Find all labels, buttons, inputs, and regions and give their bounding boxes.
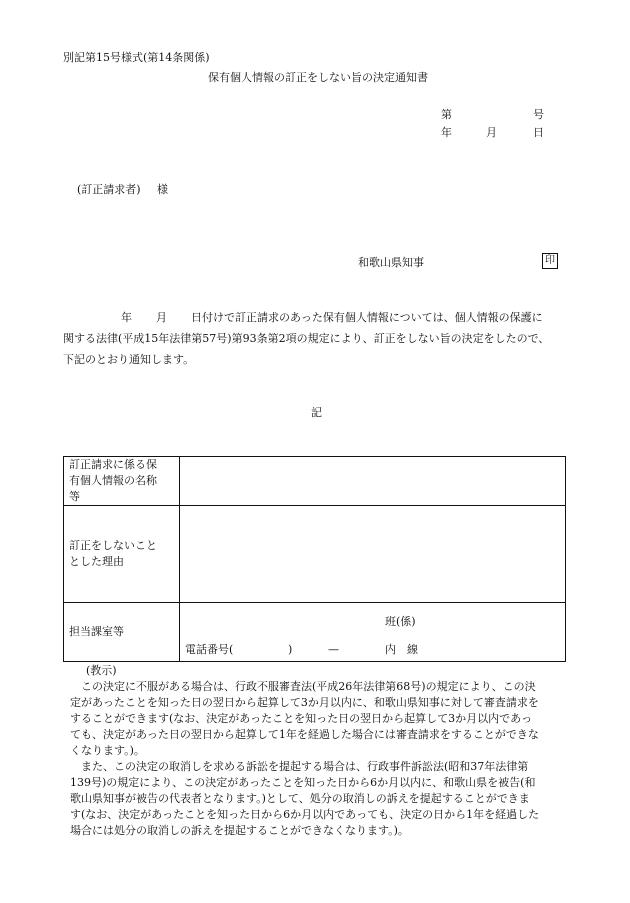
label-line: 訂正をしないこと — [69, 539, 157, 552]
table-label-cell — [64, 603, 180, 662]
contact-tel-label: 電話番号( — [185, 643, 234, 656]
body-line — [63, 307, 573, 328]
document-number-prefix: 第 — [441, 108, 452, 121]
label-line: 訂正請求に係る保 — [69, 458, 157, 471]
recipient-label: (訂正請求者) — [77, 183, 141, 196]
notice-line: ても、決定があった日の翌日から起算して1年を経過した場合には審査請求をすることができな — [70, 728, 539, 741]
table-row — [64, 506, 566, 603]
contact-cell[interactable] — [180, 603, 566, 662]
label-line: 有個人情報の名称 — [69, 474, 157, 487]
table-row — [64, 457, 566, 506]
contact-extension-label: 内 線 — [385, 643, 418, 656]
notice-line: 歌山県知事が被告の代表者となります。)として、処分の取消しの訴えを提起することができま — [70, 792, 530, 805]
label-line: とした理由 — [69, 555, 124, 568]
document-title: 保有個人情報の訂正をしない旨の決定通知書 — [208, 71, 428, 84]
notice-line: することができます(なお、決定があったことを知った日の翌日から起算して3か月以内であっ — [70, 712, 533, 725]
notice-line: また、この決定の取消しを求める訴訟を提起する場合は、行政事件訴訟法(昭和37年法律第 — [70, 760, 529, 773]
table-label-cell — [64, 457, 180, 506]
form-number: 別記第15号様式(第14条関係) — [63, 51, 210, 64]
notice-line: す(なお、決定があったことを知った日から6か月以内であっても、決定の日から1年を経過した — [70, 808, 540, 821]
issuer-name: 和歌山県知事 — [358, 256, 424, 269]
contact-dash: — — [328, 643, 339, 656]
date-day-label: 日 — [533, 126, 544, 139]
body-year-unit: 年 — [121, 311, 132, 324]
seal-mark: 印 — [542, 253, 558, 269]
body-paragraph — [63, 307, 573, 370]
document-number-suffix: 号 — [533, 108, 544, 121]
body-line: 下記のとおり通知します。 — [63, 353, 195, 366]
notice-line: この決定に不服がある場合は、行政不服審査法(平成26年法律第68号)の規定により、この決 — [70, 680, 536, 693]
contact-paren-close: ) — [288, 643, 293, 656]
date-month-label: 月 — [486, 126, 497, 139]
label-line: 等 — [69, 490, 80, 503]
notice-line: 139号)の規定により、この決定があったことを知った日から6か月以内に、和歌山県を被告(和 — [70, 776, 536, 789]
ki-heading: 記 — [311, 406, 322, 419]
info-table — [63, 456, 566, 662]
contact-han-label: 班(係) — [385, 615, 416, 628]
notice-line: 場合には処分の取消しの訴えを提起することができなくなります。)。 — [70, 824, 409, 837]
notice-section — [70, 663, 570, 839]
notice-heading: (教示) — [86, 664, 117, 677]
body-text: 日付けで訂正請求のあった保有個人情報については、個人情報の保護に — [191, 311, 543, 324]
table-value-cell[interactable] — [180, 457, 566, 506]
body-line: 関する法律(平成15年法律第57号)第93条第2項の規定により、訂正をしない旨の決定をしたので、 — [63, 332, 550, 345]
notice-line: くなります。)。 — [70, 744, 145, 757]
date-year-label: 年 — [441, 126, 452, 139]
label-line: 担当課室等 — [69, 625, 124, 638]
notice-line: 定があったことを知った日の翌日から起算して3か月以内に、和歌山県知事に対して審査請求を — [70, 696, 539, 709]
body-month-unit: 月 — [156, 311, 167, 324]
table-label-cell — [64, 506, 180, 603]
table-row — [64, 603, 566, 662]
recipient-honorific: 様 — [157, 183, 168, 196]
table-value-cell[interactable] — [180, 506, 566, 603]
